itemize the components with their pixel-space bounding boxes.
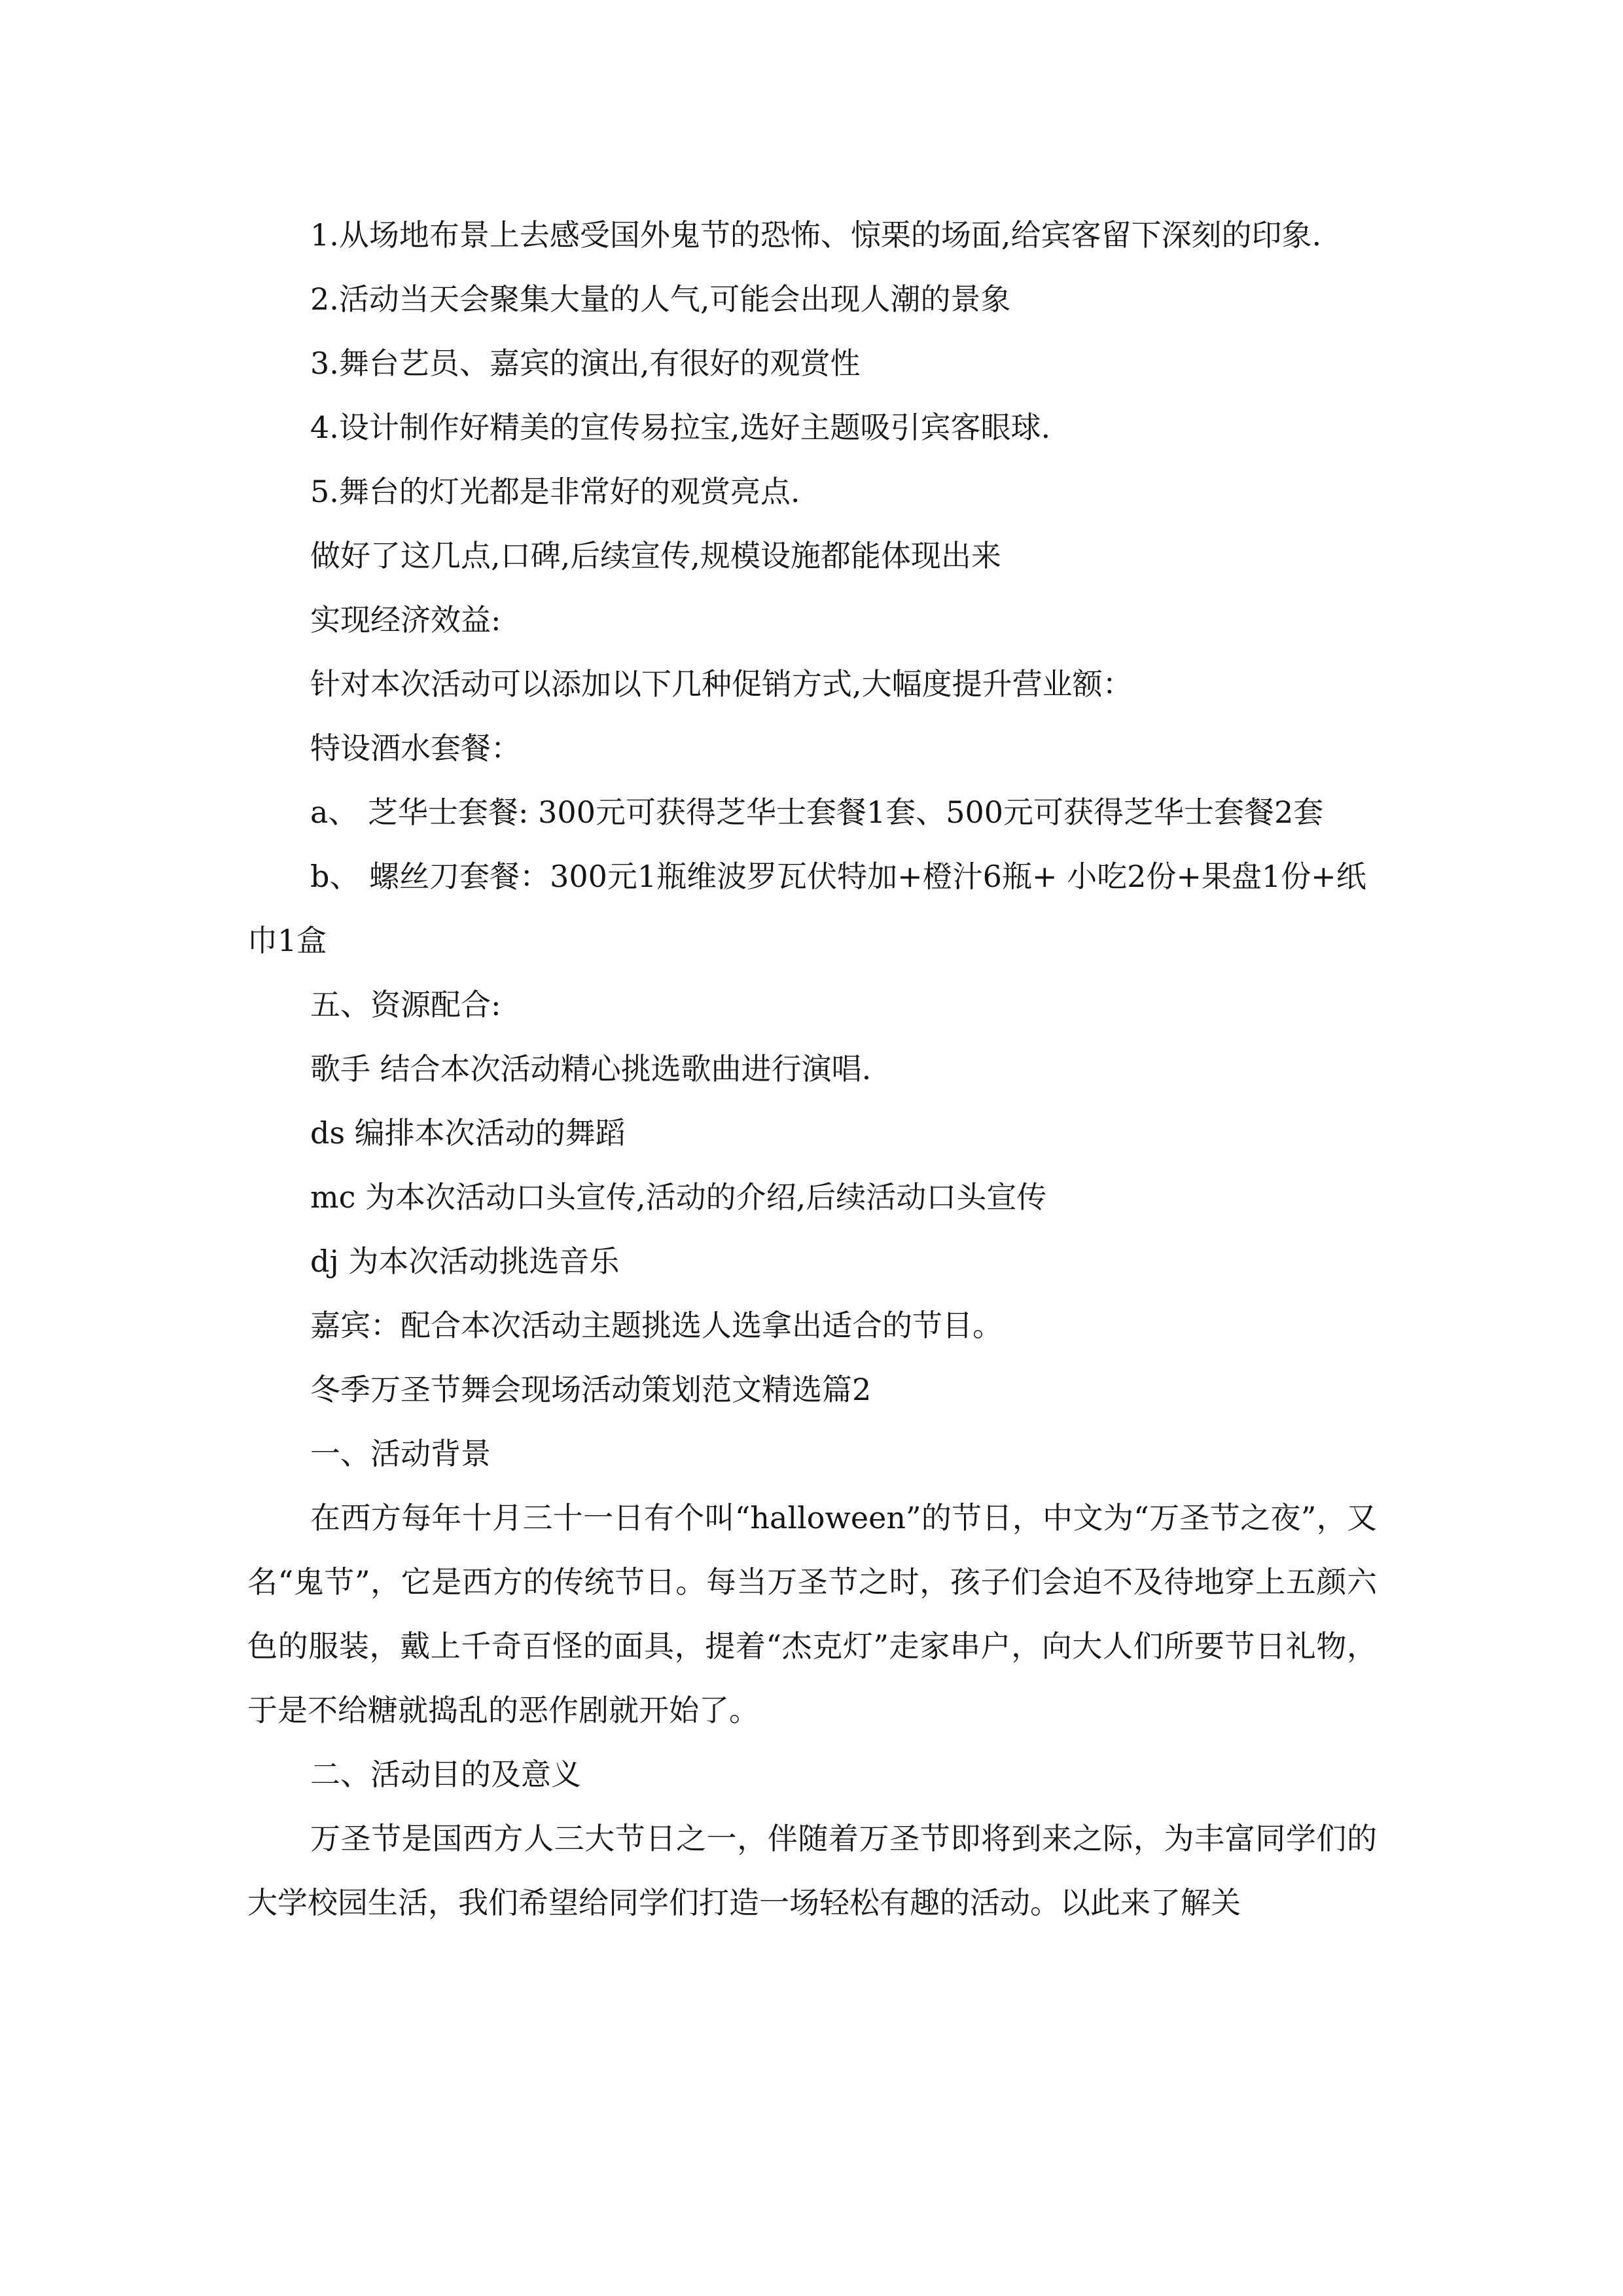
section-heading-resources: 五、资源配合: [310, 987, 501, 1022]
resource-item-singer: 歌手 结合本次活动精心挑选歌曲进行演唱. [310, 1051, 872, 1086]
paragraph-4: 4.设计制作好精美的宣传易拉宝,选好主题吸引宾客眼球. [310, 410, 1051, 445]
paragraph-6: 做好了这几点,口碑,后续宣传,规模设施都能体现出来 [310, 538, 1001, 573]
paragraph-3: 3.舞台艺员、嘉宾的演出,有很好的观赏性 [310, 346, 861, 381]
paragraph-drink-package-heading: 特设酒水套餐： [310, 730, 521, 766]
paragraph-2: 2.活动当天会聚集大量的人气,可能会出现人潮的景象 [310, 281, 1011, 317]
paragraph-promotion-intro: 针对本次活动可以添加以下几种促销方式,大幅度提升营业额： [310, 666, 1133, 702]
article-title-part-2: 冬季万圣节舞会现场活动策划范文精选篇2 [310, 1372, 872, 1407]
paragraph-5: 5.舞台的灯光都是非常好的观赏亮点. [310, 474, 800, 509]
paragraph-1: 1.从场地布景上去感受国外鬼节的恐怖、惊栗的场面,给宾客留下深刻的印象. [310, 217, 1322, 253]
resource-item-ds: ds 编排本次活动的舞蹈 [310, 1115, 626, 1151]
section-heading-background: 一、活动背景 [310, 1436, 491, 1471]
resource-item-guests: 嘉宾：配合本次活动主题挑选人选拿出适合的节目。 [310, 1308, 1003, 1343]
list-item-package-a: a、 芝华士套餐: 300元可获得芝华士套餐1套、500元可获得芝华士套餐2套 [310, 795, 1324, 830]
paragraph-purpose: 万圣节是国西方人三大节日之一，伴随着万圣节即将到来之际，为丰富同学们的大学校园生活，我们希望给同学们打造一场轻松有趣的活动。以此来了解关 [247, 1821, 1377, 1920]
list-item-package-b: b、 螺丝刀套餐：300元1瓶维波罗瓦伏特加+橙汁6瓶+ 小吃2份+果盘1份+纸巾1盒 [247, 859, 1366, 958]
paragraph-background: 在西方每年十月三十一日有个叫“halloween”的节日，中文为“万圣节之夜”，又名“鬼节”，它是西方的传统节日。每当万圣节之时，孩子们会迫不及待地穿上五颜六色的服装，戴上千奇百怪的面具，提着“杰克灯”走家串户，向大人们所要节日礼物，于是不给糖就捣乱的恶作剧就开始了。 [247, 1500, 1377, 1728]
section-heading-purpose: 二、活动目的及意义 [310, 1757, 581, 1792]
document-body [247, 203, 1377, 1935]
section-heading-economic-benefit: 实现经济效益: [310, 602, 501, 637]
resource-item-mc: mc 为本次活动口头宣传,活动的介绍,后续活动口头宣传 [310, 1179, 1047, 1215]
resource-item-dj: dj 为本次活动挑选音乐 [310, 1244, 620, 1279]
